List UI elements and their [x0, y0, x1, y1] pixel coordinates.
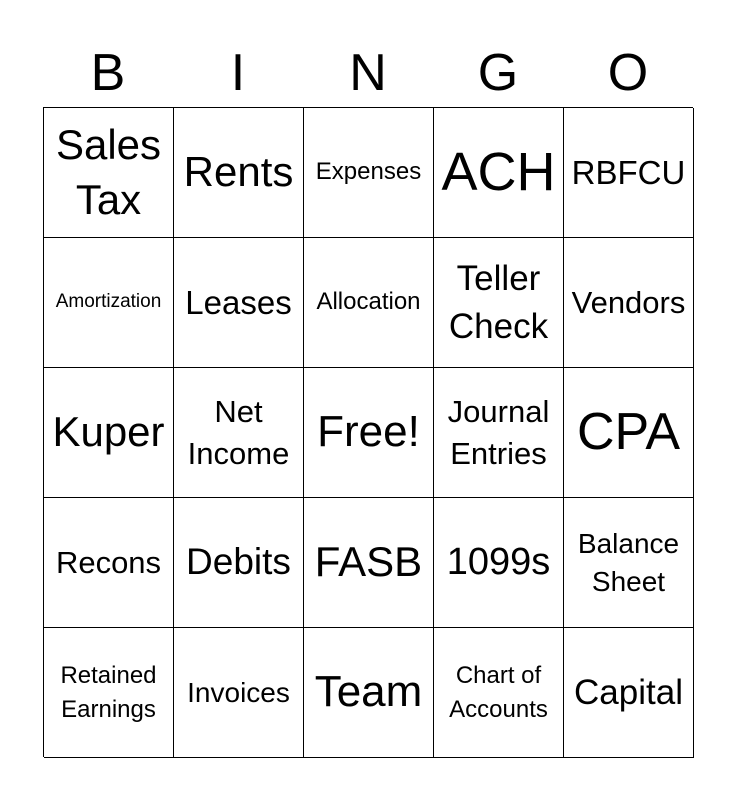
bingo-header: [43, 40, 693, 106]
bingo-cell[interactable]: [434, 498, 564, 628]
bingo-cell[interactable]: [174, 368, 304, 498]
bingo-cell[interactable]: [434, 628, 564, 758]
bingo-cell[interactable]: [44, 498, 174, 628]
cell-label: Invoices: [187, 676, 290, 708]
bingo-cell[interactable]: [44, 108, 174, 238]
cell-label: Team: [314, 667, 423, 717]
cell-label: 1099s: [446, 540, 551, 583]
bingo-cell[interactable]: [44, 368, 174, 498]
bingo-board: [43, 107, 693, 757]
cell-label: Chart of Accounts: [449, 662, 548, 723]
cell-label: Allocation: [316, 288, 421, 316]
free-space-cell[interactable]: [304, 368, 434, 498]
cell-label: Journal Entries: [447, 393, 550, 471]
cell-label: Capital: [574, 672, 683, 712]
bingo-cell[interactable]: [564, 628, 694, 758]
cell-label: Retained Earnings: [60, 662, 157, 723]
cell-label: Rents: [183, 148, 294, 196]
cell-label: Amortization: [55, 291, 162, 313]
bingo-cell[interactable]: [174, 498, 304, 628]
header-letter-n: N: [349, 44, 387, 102]
bingo-cell[interactable]: [564, 108, 694, 238]
cell-label: RBFCU: [571, 153, 686, 191]
bingo-cell[interactable]: [174, 108, 304, 238]
header-letter-i: I: [230, 44, 246, 102]
bingo-cell[interactable]: [304, 628, 434, 758]
bingo-cell[interactable]: [174, 238, 304, 368]
cell-label: Balance Sheet: [577, 528, 680, 597]
bingo-cell[interactable]: [44, 238, 174, 368]
cell-label: Free!: [317, 407, 420, 457]
bingo-cell[interactable]: [564, 238, 694, 368]
bingo-cell[interactable]: [434, 108, 564, 238]
cell-label: Sales Tax: [55, 120, 162, 223]
bingo-cell[interactable]: [174, 628, 304, 758]
cell-label: Teller Check: [448, 258, 549, 346]
bingo-cell[interactable]: [304, 498, 434, 628]
cell-label: Recons: [55, 544, 162, 580]
bingo-cell[interactable]: [434, 368, 564, 498]
header-letter-o: O: [607, 44, 649, 102]
header-letter-b: B: [90, 44, 126, 102]
cell-label: Vendors: [571, 284, 686, 320]
bingo-cell[interactable]: [44, 628, 174, 758]
bingo-cell[interactable]: [304, 108, 434, 238]
cell-label: ACH: [441, 142, 556, 203]
bingo-cell[interactable]: [564, 498, 694, 628]
cell-label: Kuper: [52, 408, 165, 456]
cell-label: Net Income: [187, 393, 290, 471]
cell-label: CPA: [576, 403, 681, 462]
bingo-cell[interactable]: [434, 238, 564, 368]
cell-label: Debits: [186, 541, 291, 583]
cell-label: FASB: [314, 538, 423, 586]
bingo-cell[interactable]: [304, 238, 434, 368]
header-letter-g: G: [477, 44, 519, 102]
bingo-cell[interactable]: [564, 368, 694, 498]
cell-label: Leases: [185, 283, 292, 321]
cell-label: Expenses: [315, 158, 422, 186]
